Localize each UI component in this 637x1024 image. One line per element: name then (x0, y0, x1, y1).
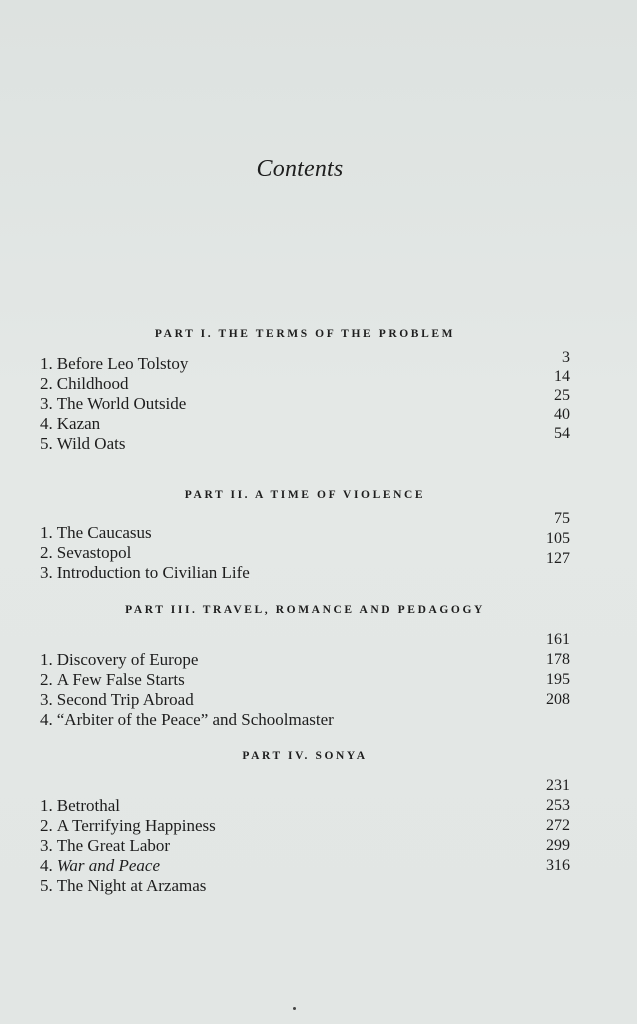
chapter-page: 127 (546, 550, 570, 567)
chapter-number: 3. (40, 836, 53, 855)
part-heading: PART IV. SONYA (242, 750, 368, 762)
chapter-number: 2. (40, 543, 53, 562)
chapter-page: 40 (554, 406, 570, 423)
chapter-number: 3. (40, 690, 53, 709)
part-heading: PART I. THE TERMS OF THE PROBLEM (154, 328, 456, 340)
chapter-title: The Caucasus (56, 523, 152, 542)
page-speck (293, 1007, 296, 1010)
chapter-number: 2. (40, 670, 53, 689)
chapter-page: 161 (546, 631, 570, 648)
chapter-number: 1. (40, 650, 53, 669)
chapter-title: Kazan (56, 414, 101, 433)
chapter-page: 253 (546, 797, 570, 814)
chapter-title: A Few False Starts (56, 670, 185, 689)
chapter-page: 208 (546, 691, 570, 708)
chapter-title: Sevastopol (56, 543, 132, 562)
chapter-entry (40, 425, 570, 454)
part-section (40, 328, 570, 454)
chapter-number: 4. (40, 856, 53, 875)
chapter-entry (40, 510, 570, 543)
part-section (40, 489, 570, 582)
chapter-title: Introduction to Civilian Life (56, 563, 250, 582)
chapter-number: 3. (40, 394, 53, 413)
chapter-number: 2. (40, 374, 53, 393)
chapter-entry (40, 777, 570, 816)
chapter-title: Discovery of Europe (56, 650, 199, 669)
chapter-number: 1. (40, 796, 53, 815)
chapter-entry (40, 631, 570, 670)
chapter-page: 272 (546, 817, 570, 834)
chapter-number: 5. (40, 876, 53, 895)
part-heading: PART III. TRAVEL, ROMANCE AND PEDAGOGY (125, 604, 485, 616)
chapter-title: Wild Oats (56, 434, 126, 453)
chapter-page: 25 (554, 387, 570, 404)
chapter-title: A Terrifying Happiness (56, 816, 216, 835)
chapter-page: 178 (546, 651, 570, 668)
chapter-number: 1. (40, 354, 53, 373)
chapter-page: 299 (546, 837, 570, 854)
chapter-title: War and Peace (56, 856, 160, 875)
part-section (40, 750, 570, 895)
chapter-entry (40, 387, 570, 414)
chapter-title: Second Trip Abroad (56, 690, 194, 709)
chapter-page: 105 (546, 530, 570, 547)
part-section (40, 604, 570, 729)
chapter-title: The Great Labor (56, 836, 171, 855)
chapter-page: 231 (546, 777, 570, 794)
chapter-number: 4. (40, 710, 53, 729)
chapter-title: The World Outside (56, 394, 187, 413)
chapter-title: Betrothal (56, 796, 121, 815)
part-heading: PART II. A TIME OF VIOLENCE (184, 489, 426, 501)
chapter-title: Before Leo Tolstoy (56, 354, 189, 373)
chapter-page: 75 (554, 510, 570, 527)
chapter-page: 3 (562, 349, 570, 366)
chapter-number: 2. (40, 816, 53, 835)
chapter-page: 14 (554, 368, 570, 385)
chapter-number: 3. (40, 563, 53, 582)
chapter-number: 1. (40, 523, 53, 542)
chapter-page: 195 (546, 671, 570, 688)
page-title: Contents (256, 156, 344, 182)
chapter-number: 5. (40, 434, 53, 453)
chapter-title: “Arbiter of the Peace” and Schoolmaster (56, 710, 334, 729)
chapter-title: Childhood (56, 374, 129, 393)
chapter-page: 316 (546, 857, 570, 874)
chapter-title: The Night at Arzamas (56, 876, 207, 895)
chapter-entry (40, 368, 570, 394)
chapter-number: 4. (40, 414, 53, 433)
chapter-page: 54 (554, 425, 570, 442)
chapter-entry (40, 406, 570, 434)
chapter-entry (40, 349, 570, 374)
